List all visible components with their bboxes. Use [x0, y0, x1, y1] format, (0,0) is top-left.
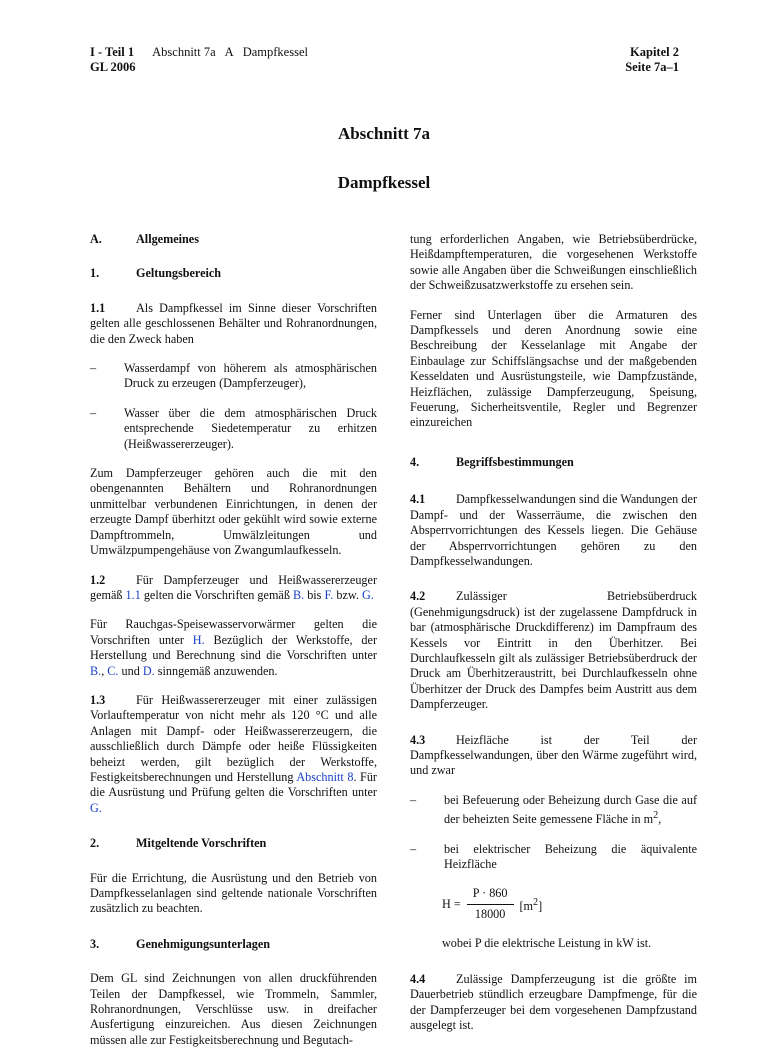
paragraph-4-4: 4.4 Zulässige Dampferzeugung ist die größte im Dauerbetrieb stündlich erzeugbare Dampfmenge, für die der Dampferzeuger bei dem vorgesehenen Dampfzustand ausgelegt ist.: [410, 971, 697, 1032]
link-B[interactable]: B.: [292, 587, 305, 602]
header-section: Abschnitt 7a: [152, 45, 216, 59]
link-C[interactable]: C.: [107, 663, 119, 678]
heading-3: 3. Genehmigungsunterlagen: [90, 936, 271, 951]
header-edition: GL 2006: [90, 60, 136, 74]
link-B[interactable]: B.: [90, 663, 102, 678]
formula-denominator: 18000: [474, 906, 506, 921]
header-chapter: Kapitel 2: [630, 45, 679, 59]
paragraph-wobei: wobei P die elektrische Leistung in kW ist.: [442, 936, 652, 951]
running-header-right: [625, 45, 679, 75]
paragraph-1-1: 1.1 Als Dampfkessel im Sinne dieser Vorschriften gelten alle geschlossenen Behälter und Rohranordnungen, die den Zweck haben: [90, 300, 377, 346]
left-column: [90, 232, 377, 1062]
heading-2: 2. Mitgeltende Vorschriften: [90, 836, 267, 851]
heating-surface-formula: [442, 886, 697, 922]
header-part: I - Teil 1: [90, 45, 135, 59]
formula-fraction: [467, 886, 514, 922]
link-H[interactable]: H.: [192, 632, 205, 647]
formula-lhs: H =: [442, 896, 461, 911]
paragraph-3: Dem GL sind Zeichnungen von allen druckführenden Teilen der Dampfkessel, wie Trommeln, Sammler, Rohranordnungen, Verschlüsse usw. in dreifacher Ausfertigung einzureichen. Aus diesen Zeichnungen müssen alle zur Festigkeitsberechnung und Begutach-: [90, 971, 377, 1047]
list-item: – bei elektrischer Beheizung die äquivalente Heizfläche: [410, 841, 697, 872]
paragraph-4-3: 4.3 Heizfläche ist der Teil der Dampfkesselwandungen, über den Wärme zugeführt wird, und zwar: [410, 732, 697, 778]
paragraph-rauchgas: Für Rauchgas-Speisewasservorwärmer gelten die Vorschriften unter H. Bezüglich der Werkstoffe, der Herstellung und Berechnung sind die Vorschriften unter B., C. und D. sinngemäß anzuwenden.: [90, 617, 377, 678]
list-item: – Wasserdampf von höherem als atmosphärischen Druck zu erzeugen (Dampferzeuger),: [90, 361, 377, 391]
right-column: [410, 232, 697, 1047]
paragraph-ferner: Ferner sind Unterlagen über die Armaturen des Dampfkessels und deren Anordnung sowie eine Beschreibung der Kesselanlage mit Angabe der Einbaulage zur Schiffslängsachse und der maßgebenden Kesseldaten und Ausrüstungsteile, wie Dampfzustände, Heizflächen, zulässige Dampferzeugung, Speisung, Feuerung, Sicherheitsventile, Regler und Begrenzer einzureichen: [410, 307, 697, 430]
link-D[interactable]: D.: [142, 663, 155, 678]
link-F[interactable]: F.: [324, 587, 334, 602]
header-topic: Dampfkessel: [242, 45, 308, 59]
section-title: Abschnitt 7a: [337, 124, 431, 143]
paragraph-4-2: 4.2 Zulässiger Betriebsüberdruck (Genehmigungsdruck) ist der zugelassene Dampfdruck in bar (atmosphärische Druckdifferenz) im Dampfraum des Kessels vor Eintritt in den Überhitzer. Bei Durchlaufkesseln gilt als zulässiger Betriebsüberdruck der Druck am Überhitzeraustritt, bei Durchlaufkesseln ohne Überhitzer der Druck des Dampfes beim Austritt aus dem Dampferzeuger.: [410, 589, 697, 712]
link-G[interactable]: G.: [90, 800, 102, 815]
formula-unit: $[m^2]$: [519, 896, 543, 913]
heading-1: 1. Geltungsbereich: [90, 266, 222, 281]
paragraph-2: Für die Errichtung, die Ausrüstung und den Betrieb von Dampfkesselanlagen sind geltende nationale Vorschriften zusätzlich zu beachten.: [90, 870, 377, 916]
link-G[interactable]: G.: [362, 587, 374, 602]
list-item: – bei Befeuerung oder Beheizung durch Gase die auf der beheizten Seite gemessene Fläche in $m^2$,: [410, 792, 697, 827]
running-header-left: [90, 45, 308, 75]
header-letter: A: [224, 45, 234, 59]
list-item: – Wasser über die dem atmosphärischen Druck entsprechende Siedetemperatur zu erhitzen (Heißwassererzeuger).: [90, 405, 377, 451]
subject-title: Dampfkessel: [337, 173, 431, 192]
link-abschnitt-8[interactable]: Abschnitt 8: [296, 769, 354, 784]
formula-numerator: P · 860: [467, 886, 514, 904]
paragraph-continued: tung erforderlichen Angaben, wie Betriebsüberdrücke, Heißdampftemperaturen, die vorgesehenen Werkstoffe sowie alle Angaben über die Schweißungen einschließlich der Schweißzusatzwerkstoffe zu ersehen sein.: [410, 232, 697, 293]
paragraph-1-2: 1.2 Für Dampferzeuger und Heißwassererzeuger gemäß 1.1 gelten die Vorschriften gemäß B. bis F. bzw. G.: [90, 572, 377, 602]
paragraph-zum: Zum Dampferzeuger gehören auch die mit den obengenannten Behältern und Rohranordnungen unmittelbar verbundenen Einrichtungen, in denen der erzeugte Dampf überhitzt oder gekühlt wird sowie externe Dampftrommeln, Umwälzleitungen und Umwälzpumpengehäuse von Zwangumlaufkesseln.: [90, 466, 377, 558]
heading-A: A. Allgemeines: [90, 232, 199, 246]
link-1-1[interactable]: 1.1: [125, 587, 141, 602]
header-page: Seite 7a–1: [625, 60, 679, 74]
heading-4: 4. Begriffsbestimmungen: [410, 454, 574, 469]
paragraph-1-3: 1.3 Für Heißwassererzeuger mit einer zulässigen Vorlauftemperatur von nicht mehr als 120 °C und alle Anlagen mit Dampf- oder Heißwassererzeugern, die ausschließlich durch Dämpfe oder heiße Flüssigkeiten beheizt werden, gilt bezüglich der Werkstoffe, Festigkeitsberechnungen und Herstellung Abschnitt 8. Für die Ausrüstung und Prüfung gelten die Vorschriften unter G.: [90, 692, 377, 815]
paragraph-4-1: 4.1 Dampfkesselwandungen sind die Wandungen der Dampf- und der Wasserräume, die zwischen den Absperrvorrichtungen des Kessels liegen. Die Gehäuse der Absperrvorrichtungen gehören zu den Dampfkesselwandungen.: [410, 492, 697, 568]
